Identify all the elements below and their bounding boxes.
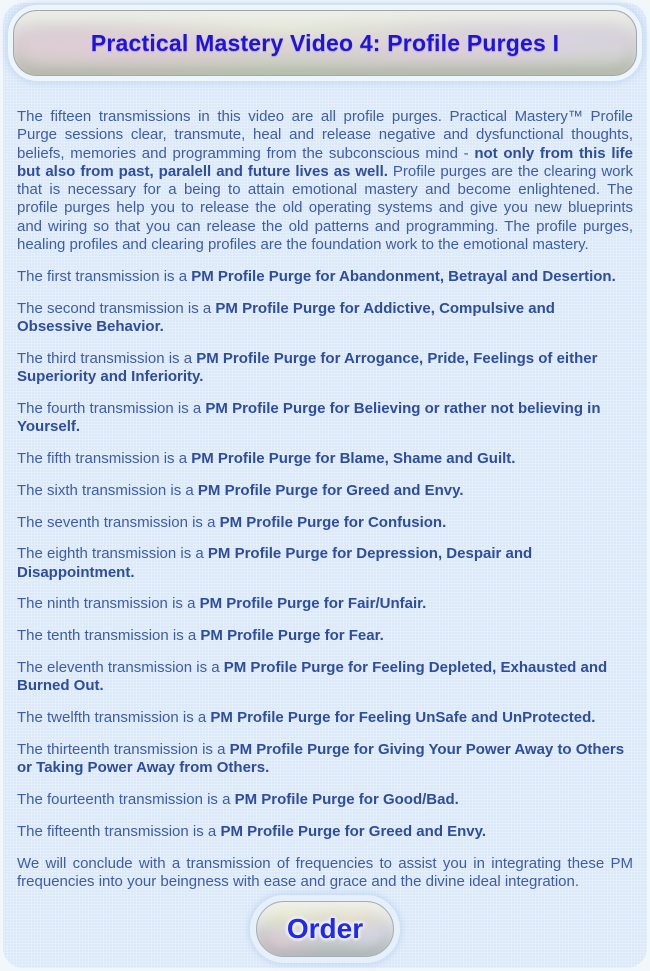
transmission-purge: PM Profile Purge for Arrogance, Pride, Feelings of either Superiority and Inferiority.	[17, 349, 598, 386]
transmission-purge: PM Profile Purge for Abandonment, Betrayal and Desertion.	[191, 267, 616, 285]
header-banner	[13, 10, 637, 76]
transmission-prefix: The first transmission is a	[17, 267, 192, 285]
transmission-item-1	[17, 268, 633, 286]
transmission-prefix: The fourteenth transmission is a	[17, 791, 235, 809]
transmission-purge: PM Profile Purge for Feeling UnSafe and UnProtected.	[210, 709, 596, 727]
transmission-purge: PM Profile Purge for Giving Your Power Away to Others or Taking Power Away from Others.	[17, 740, 625, 777]
transmission-purge: PM Profile Purge for Depression, Despair and Disappointment.	[17, 545, 533, 581]
transmission-item-6	[17, 482, 633, 500]
transmission-item-4	[17, 400, 633, 437]
transmission-item-9	[17, 595, 633, 613]
transmission-purge: PM Profile Purge for Feeling Depleted, Exhausted and Burned Out.	[17, 659, 608, 695]
transmission-item-12	[17, 709, 633, 727]
transmission-item-7	[17, 514, 633, 532]
transmission-purge: PM Profile Purge for Greed and Envy.	[220, 822, 487, 840]
intro-paragraph	[17, 108, 633, 254]
transmission-prefix: The thirteenth transmission is a	[17, 740, 230, 758]
transmission-prefix: The second transmission is a	[17, 299, 216, 317]
page-title: Practical Mastery Video 4: Profile Purges I	[90, 29, 560, 56]
intro-text-2: Profile purges are the clearing work that is necessary for a being to attain emotional mastery and become enlightened. The profile purges help you to release the old operating systems and give you new blueprints and wiring so that you can release the old patterns and programming. The profile purges, healing profiles and clearing profiles are the foundation work to the emotional mastery.	[17, 162, 633, 254]
transmission-item-14	[17, 791, 633, 809]
transmission-purge: PM Profile Purge for Addictive, Compulsive and Obsessive Behavior.	[17, 299, 555, 335]
transmission-purge: PM Profile Purge for Blame, Shame and Guilt.	[191, 449, 516, 467]
transmission-item-15	[17, 823, 633, 841]
transmission-prefix: The fifth transmission is a	[17, 449, 192, 467]
transmission-prefix: The sixth transmission is a	[17, 481, 198, 499]
order-button-row	[17, 901, 633, 957]
transmission-prefix: The twelfth transmission is a	[17, 709, 211, 727]
outro-paragraph: We will conclude with a transmission of frequencies to assist you in integrating these PM frequencies into your beingness with ease and grace and the divine ideal integration.	[17, 854, 633, 890]
transmission-item-2	[17, 300, 633, 337]
transmission-prefix: The tenth transmission is a	[17, 627, 201, 645]
transmission-prefix: The ninth transmission is a	[17, 595, 200, 613]
transmission-prefix: The seventh transmission is a	[17, 513, 220, 531]
transmission-prefix: The eighth transmission is a	[17, 545, 208, 563]
transmission-prefix: The fifteenth transmission is a	[17, 822, 221, 840]
intro-bold: not only from this life but also from past, paralell and future lives as well.	[17, 144, 633, 180]
transmission-purge: PM Profile Purge for Good/Bad.	[234, 791, 459, 809]
transmission-item-5	[17, 450, 633, 468]
page-panel	[3, 3, 647, 968]
transmission-purge: PM Profile Purge for Fear.	[200, 627, 384, 645]
intro-text-1: The fifteen transmissions in this video are all profile purges. Practical Mastery™ Profile Purge sessions clear, transmute, heal and release negative and dysfunctional thoughts, beliefs, memories and programming from the subconscious mind -	[17, 108, 633, 162]
transmission-item-3	[17, 350, 633, 387]
transmission-purge: PM Profile Purge for Believing or rather not believing in Yourself.	[17, 399, 601, 436]
transmission-item-10	[17, 627, 633, 645]
main-content	[17, 108, 633, 957]
transmission-item-11	[17, 659, 633, 696]
transmission-prefix: The third transmission is a	[17, 349, 197, 367]
transmission-prefix: The fourth transmission is a	[17, 399, 206, 417]
order-button[interactable]: Order	[256, 901, 394, 957]
transmission-purge: PM Profile Purge for Fair/Unfair.	[199, 595, 427, 613]
transmission-purge: PM Profile Purge for Greed and Envy.	[197, 481, 464, 499]
transmission-item-8	[17, 545, 633, 582]
transmission-purge: PM Profile Purge for Confusion.	[219, 513, 447, 531]
transmission-item-13	[17, 741, 633, 778]
transmission-prefix: The eleventh transmission is a	[17, 659, 224, 677]
